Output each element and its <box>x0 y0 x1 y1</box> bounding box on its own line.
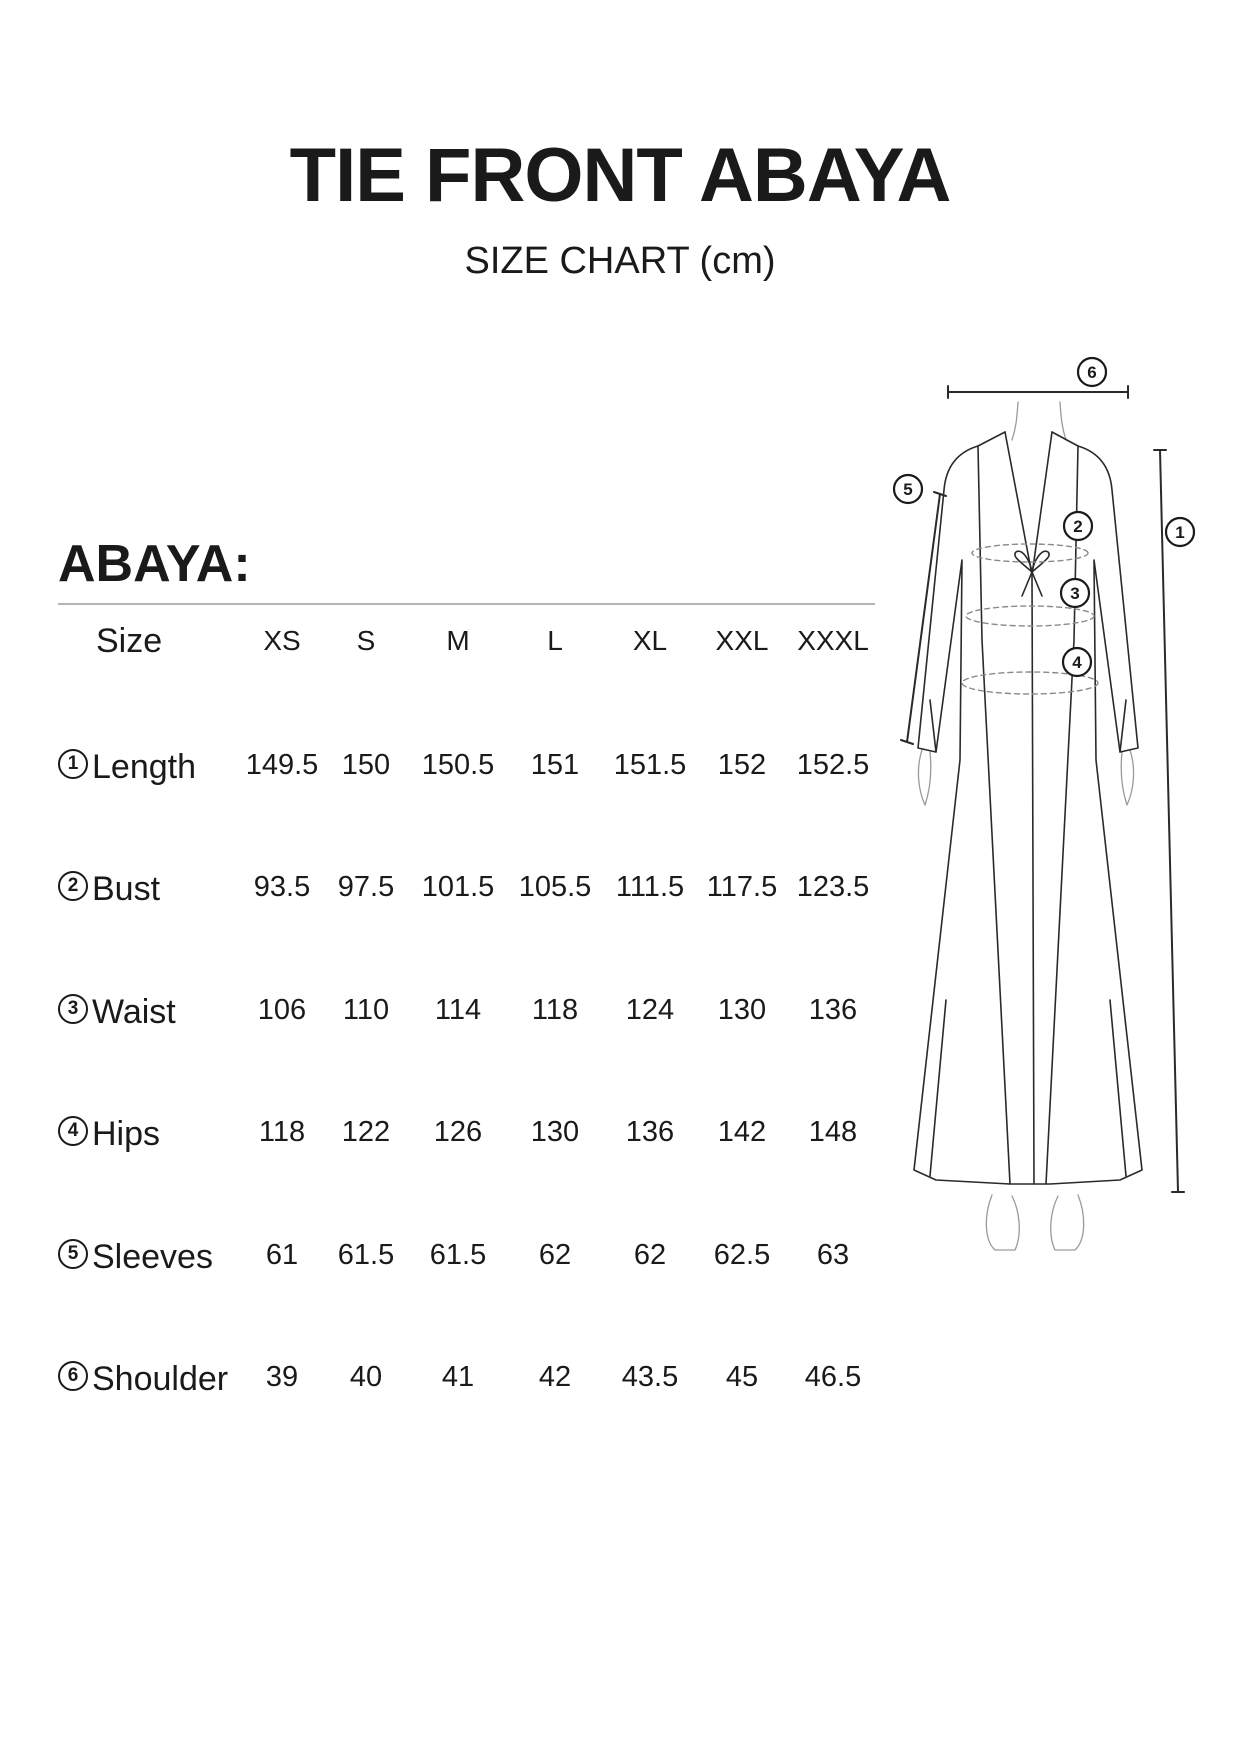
size-header-s: S <box>356 625 376 656</box>
page-subtitle: SIZE CHART (cm) <box>464 240 776 282</box>
table-cell: 39 <box>265 1361 299 1393</box>
measurement-name: Length <box>92 748 196 787</box>
table-cell: 45 <box>725 1361 759 1393</box>
measurement-name: Shoulder <box>92 1360 229 1399</box>
table-cell: 40 <box>349 1361 383 1393</box>
diagram-marker-4 <box>1063 648 1091 676</box>
svg-text:6: 6 <box>1087 363 1097 382</box>
table-cell: 61.5 <box>337 1239 395 1271</box>
diagram-marker-2 <box>1064 512 1092 540</box>
table-cell: 149.5 <box>245 749 319 781</box>
table-cell: 106 <box>257 994 307 1026</box>
measurement-name: Bust <box>92 870 161 909</box>
measurement-number-badge: 6 <box>58 1361 88 1391</box>
size-header-label: Size <box>96 622 163 660</box>
table-cell: 126 <box>433 1116 483 1148</box>
diagram-marker-6 <box>1078 358 1106 386</box>
table-cell: 136 <box>808 994 858 1026</box>
table-cell: 151 <box>530 749 580 781</box>
table-cell: 110 <box>342 994 390 1026</box>
table-cell: 46.5 <box>804 1361 862 1393</box>
table-cell: 61.5 <box>429 1239 487 1271</box>
table-cell: 41 <box>441 1361 475 1393</box>
table-cell: 150.5 <box>421 749 495 781</box>
size-header-xl: XL <box>632 625 668 656</box>
measurement-number-badge: 3 <box>58 994 88 1024</box>
table-cell: 124 <box>625 994 675 1026</box>
table-cell: 122 <box>341 1116 391 1148</box>
table-cell: 62 <box>633 1239 667 1271</box>
table-cell: 62.5 <box>713 1239 771 1271</box>
table-cell: 114 <box>434 994 482 1026</box>
table-cell: 150 <box>341 749 391 781</box>
measurement-name: Hips <box>92 1115 161 1154</box>
measurement-name: Sleeves <box>92 1238 213 1277</box>
table-cell: 152 <box>717 749 767 781</box>
measurement-number-badge: 2 <box>58 871 88 901</box>
table-cell: 118 <box>531 994 579 1026</box>
table-cell: 111.5 <box>615 871 685 903</box>
svg-text:5: 5 <box>903 480 913 499</box>
table-cell: 136 <box>625 1116 675 1148</box>
measurement-number-badge: 1 <box>58 749 88 779</box>
size-header-l: L <box>547 625 563 656</box>
table-cell: 43.5 <box>621 1361 679 1393</box>
table-cell: 152.5 <box>796 749 870 781</box>
table-cell: 97.5 <box>337 871 395 903</box>
diagram-marker-3 <box>1061 579 1089 607</box>
table-cell: 105.5 <box>518 871 592 903</box>
measurement-label <box>58 1352 228 1402</box>
table-cell: 117.5 <box>706 871 778 903</box>
size-header-xxxl: XXXL <box>797 625 869 656</box>
measurement-name: Waist <box>92 993 176 1032</box>
table-cell: 130 <box>717 994 767 1026</box>
table-cell: 42 <box>538 1361 572 1393</box>
table-cell: 93.5 <box>253 871 311 903</box>
table-cell: 130 <box>530 1116 580 1148</box>
diagram-marker-5 <box>894 475 922 503</box>
table-cell: 151.5 <box>613 749 687 781</box>
table-cell: 101.5 <box>421 871 495 903</box>
svg-text:1: 1 <box>1175 523 1185 542</box>
table-cell: 123.5 <box>796 871 870 903</box>
diagram-marker-1 <box>1166 518 1194 546</box>
table-cell: 61 <box>265 1239 299 1271</box>
table-cell: 63 <box>816 1239 850 1271</box>
svg-text:4: 4 <box>1072 653 1082 672</box>
size-header-xs: XS <box>263 625 301 656</box>
page-title: TIE FRONT ABAYA <box>289 133 951 218</box>
size-header-m: M <box>446 625 470 656</box>
table-row-shoulder <box>0 1352 900 1402</box>
section-heading: ABAYA: <box>58 535 251 593</box>
svg-text:3: 3 <box>1070 584 1080 603</box>
size-header-xxl: XXL <box>715 625 769 656</box>
measurement-number-badge: 4 <box>58 1116 88 1146</box>
table-cell: 142 <box>717 1116 767 1148</box>
table-cell: 148 <box>808 1116 858 1148</box>
table-cell: 118 <box>258 1116 306 1148</box>
measurement-number-badge: 5 <box>58 1239 88 1269</box>
svg-text:2: 2 <box>1073 517 1083 536</box>
table-cell: 62 <box>538 1239 572 1271</box>
